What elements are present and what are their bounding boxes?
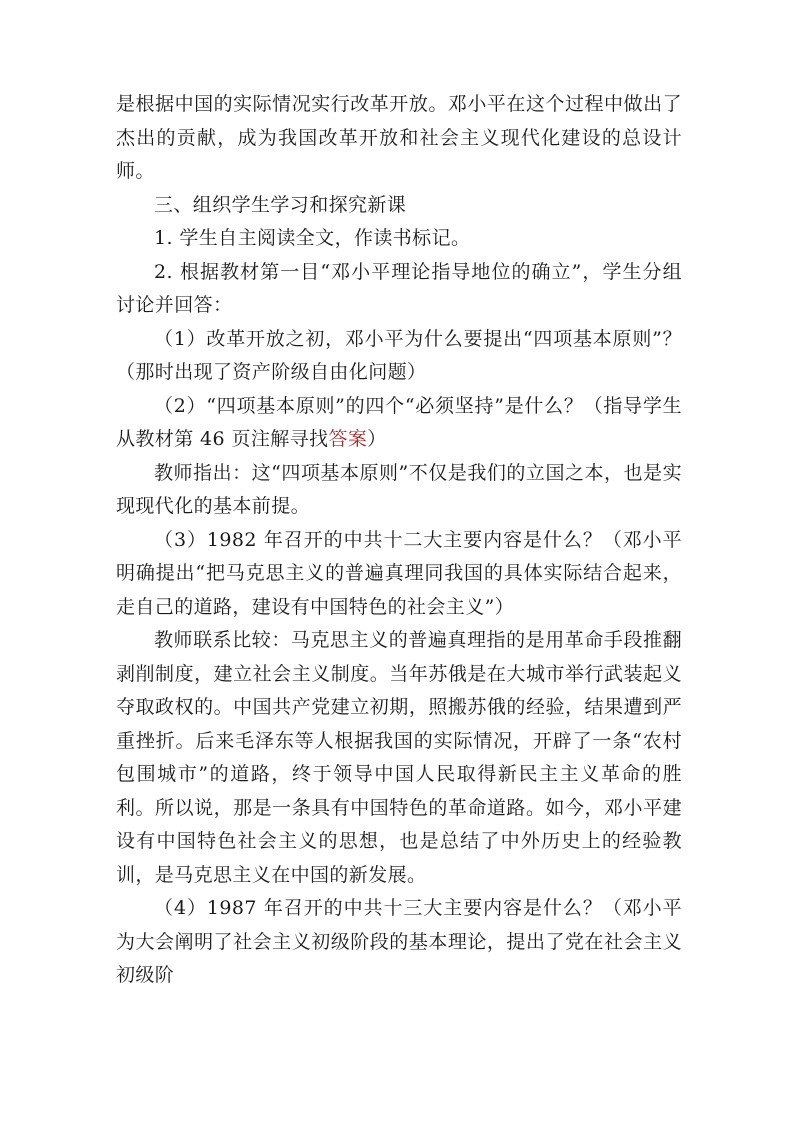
paragraph-continuation: 是根据中国的实际情况实行改革开放。邓小平在这个过程中做出了杰出的贡献，成为我国改革开放和社会主义现代化建设的总设计师。 xyxy=(116,93,682,182)
teacher-comparison: 教师联系比较：马克思主义的普遍真理指的是用革命手段推翻剥削制度，建立社会主义制度。当年苏俄是在大城市举行武装起义夺取政权的。中国共产党建立初期，照搬苏俄的经验，结果遭到严重挫折。后来毛泽东等人根据我国的实际情况，开辟了一条“农村包围城市”的道路，终于领导中国人民取得新民主主义革命的胜利。所以说，那是一条具有中国特色的革命道路。如今，邓小平建设有中国特色社会主义的思想，也是总结了中外历史上的经验教训，是马克思主义在中国的新发展。 xyxy=(116,629,682,886)
question-2 xyxy=(116,390,682,457)
section-heading: 三、组织学生学习和探究新课 xyxy=(154,193,407,216)
question-3: （3）1982 年召开的中共十二大主要内容是什么？（邓小平明确提出“把马克思主义的普遍真理同我国的具体实际结合起来，走自己的道路，建设有中国特色的社会主义”） xyxy=(116,528,682,618)
document-body xyxy=(116,88,682,993)
teacher-note-1: 教师指出：这“四项基本原则”不仅是我们的立国之本，也是实现现代化的基本前提。 xyxy=(116,461,682,517)
step-2: 2. 根据教材第一目“邓小平理论指导地位的确立”，学生分组讨论并回答： xyxy=(116,260,682,316)
question-2-text: （2）“四项基本原则”的四个“必须坚持”是什么？（指导学生从教材第 46 页注解寻找 xyxy=(116,394,682,450)
question-1: （1）改革开放之初，邓小平为什么要提出“四项基本原则”？（那时出现了资产阶级自由化问题） xyxy=(116,327,682,383)
step-1: 1. 学生自主阅读全文，作读书标记。 xyxy=(154,227,471,249)
answer-link[interactable]: 答案 xyxy=(328,428,368,450)
question-2-closing: ） xyxy=(367,428,387,450)
question-4: （4）1987 年召开的中共十三大主要内容是什么？（邓小平为大会阐明了社会主义初级阶段的基本理论，提出了党在社会主义初级阶 xyxy=(116,897,682,986)
